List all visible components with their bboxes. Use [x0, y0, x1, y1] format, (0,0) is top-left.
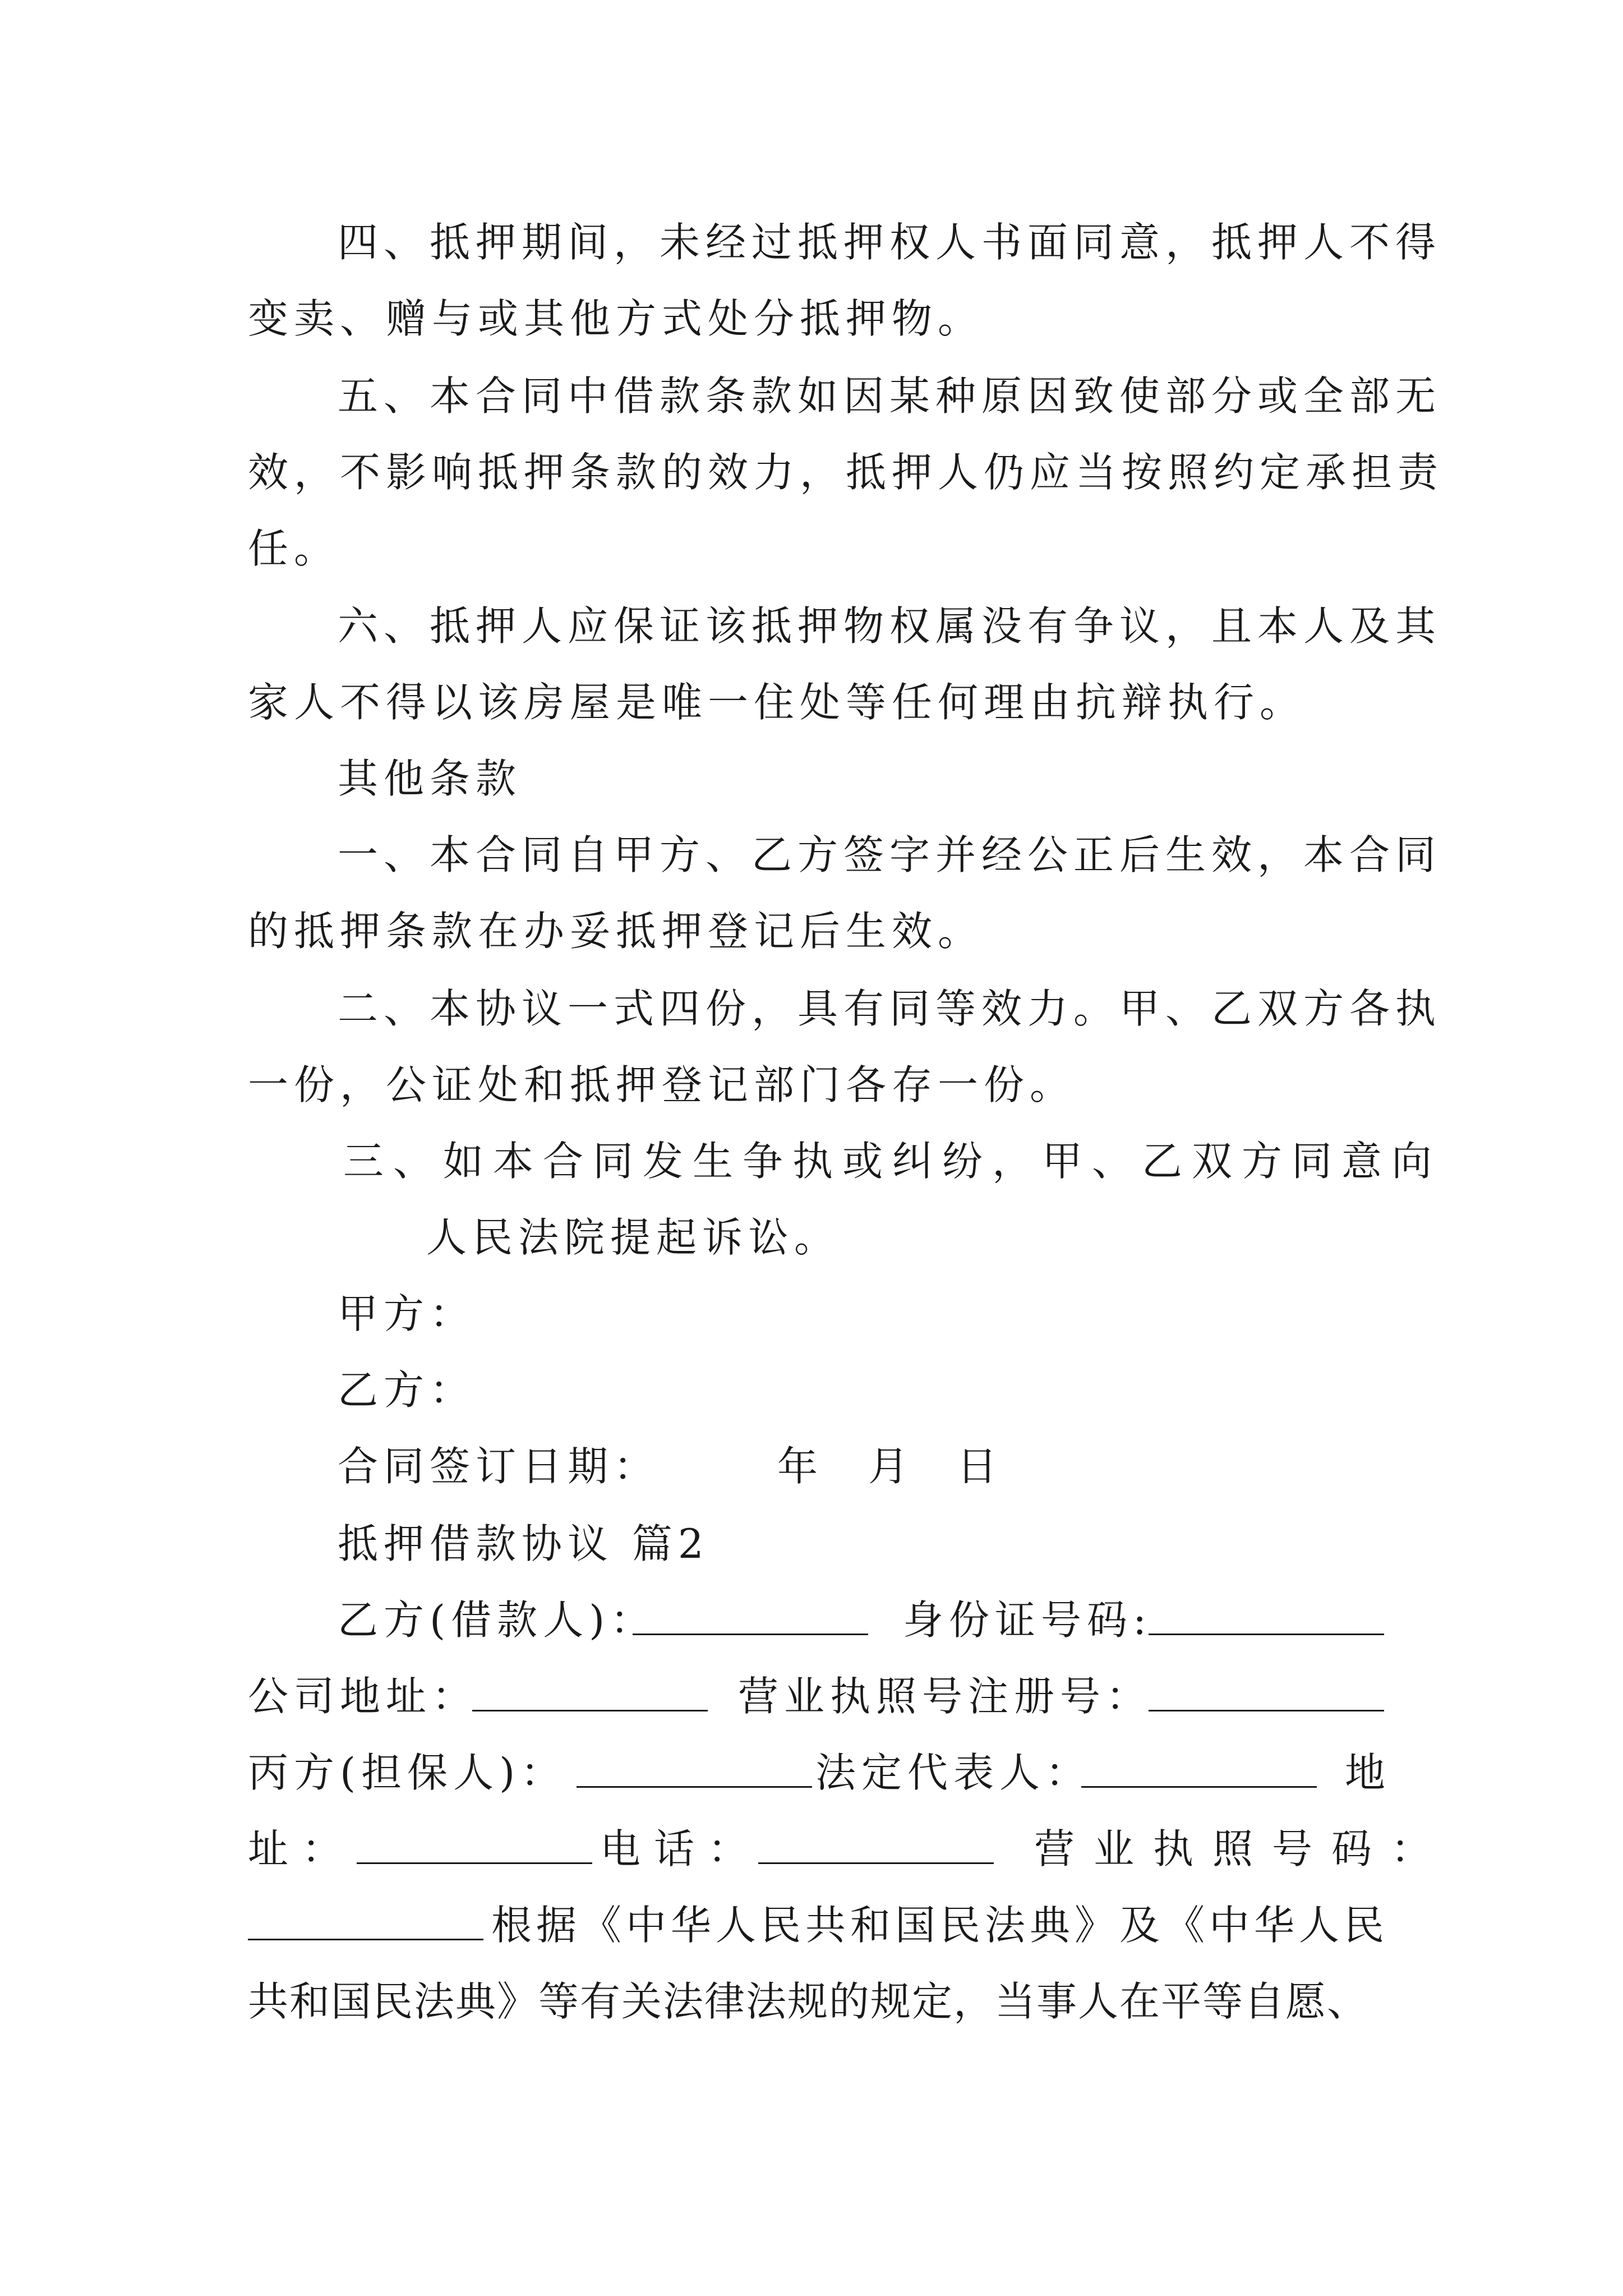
- other-clause-3-line-2: 人民法院提起诉讼。: [426, 1214, 841, 1261]
- company-address-label: 公司地址：: [248, 1673, 478, 1720]
- license-registration-blank: [1149, 1676, 1384, 1718]
- sign-date-year: 年: [777, 1443, 824, 1490]
- party-a-signature: 甲方：: [338, 1290, 476, 1337]
- other-clause-3-line-1: 三、如本合同发生争执或纠纷，甲、乙双方同意向: [343, 1138, 1442, 1185]
- sign-date-label: 合同签订日期：: [338, 1443, 660, 1490]
- license-number-label: 营业执照号码：: [1034, 1825, 1451, 1872]
- clause-5-line-3: 任。: [248, 525, 340, 572]
- party-b-signature: 乙方：: [338, 1366, 476, 1414]
- address-label-part-2: 址：: [248, 1825, 356, 1872]
- company-address-blank: [472, 1676, 708, 1718]
- address-blank: [357, 1829, 592, 1870]
- borrower-blank: [633, 1600, 868, 1641]
- agreement-2-title: 抵押借款协议 篇2: [338, 1520, 709, 1567]
- other-clause-1-line-1: 一、本合同自甲方、乙方签字并经公正后生效，本合同: [338, 831, 1442, 878]
- clause-6-line-1: 六、抵押人应保证该抵押物权属没有争议，且本人及其: [338, 602, 1442, 650]
- guarantor-blank: [577, 1752, 812, 1794]
- address-label-part-1: 地: [1345, 1749, 1391, 1796]
- id-number-blank: [1149, 1600, 1384, 1641]
- clause-5-line-2: 效，不影响抵押条款的效力，抵押人仍应当按照约定承担责: [248, 449, 1444, 496]
- clause-4-line-1: 四、抵押期间，未经过抵押权人书面同意，抵押人不得: [338, 219, 1442, 266]
- sign-date-month: 月: [868, 1443, 915, 1490]
- other-clause-2-line-1: 二、本协议一式四份，具有同等效力。甲、乙双方各执: [338, 985, 1442, 1032]
- clause-6-line-2: 家人不得以该房屋是唯一住处等任何理由抗辩执行。: [248, 679, 1306, 726]
- legal-basis-line-1: 根据《中华人民共和国民法典》及《中华人民: [491, 1902, 1389, 1949]
- guarantor-label: 丙方(担保人)：: [248, 1749, 567, 1796]
- license-number-blank: [248, 1905, 483, 1947]
- clause-5-line-1: 五、本合同中借款条款如因某种原因致使部分或全部无: [338, 372, 1442, 420]
- other-clause-2-line-2: 一份，公证处和抵押登记部门各存一份。: [248, 1061, 1076, 1108]
- borrower-label: 乙方(借款人)：: [338, 1596, 657, 1644]
- other-terms-heading: 其他条款: [338, 755, 522, 802]
- legal-basis-line-2: 共和国民法典》等有关法律法规的规定，当事人在平等自愿、: [248, 1978, 1369, 2025]
- phone-blank: [758, 1829, 994, 1870]
- legal-representative-blank: [1081, 1752, 1317, 1794]
- sign-date-day: 日: [957, 1443, 1003, 1490]
- other-clause-1-line-2: 的抵押条款在办妥抵押登记后生效。: [248, 908, 984, 955]
- legal-representative-label: 法定代表人：: [815, 1749, 1092, 1796]
- phone-label: 电话：: [600, 1825, 762, 1872]
- license-registration-label: 营业执照号注册号：: [738, 1673, 1152, 1720]
- id-number-label: 身份证号码:: [903, 1596, 1152, 1644]
- clause-4-line-2: 变卖、赠与或其他方式处分抵押物。: [248, 295, 984, 342]
